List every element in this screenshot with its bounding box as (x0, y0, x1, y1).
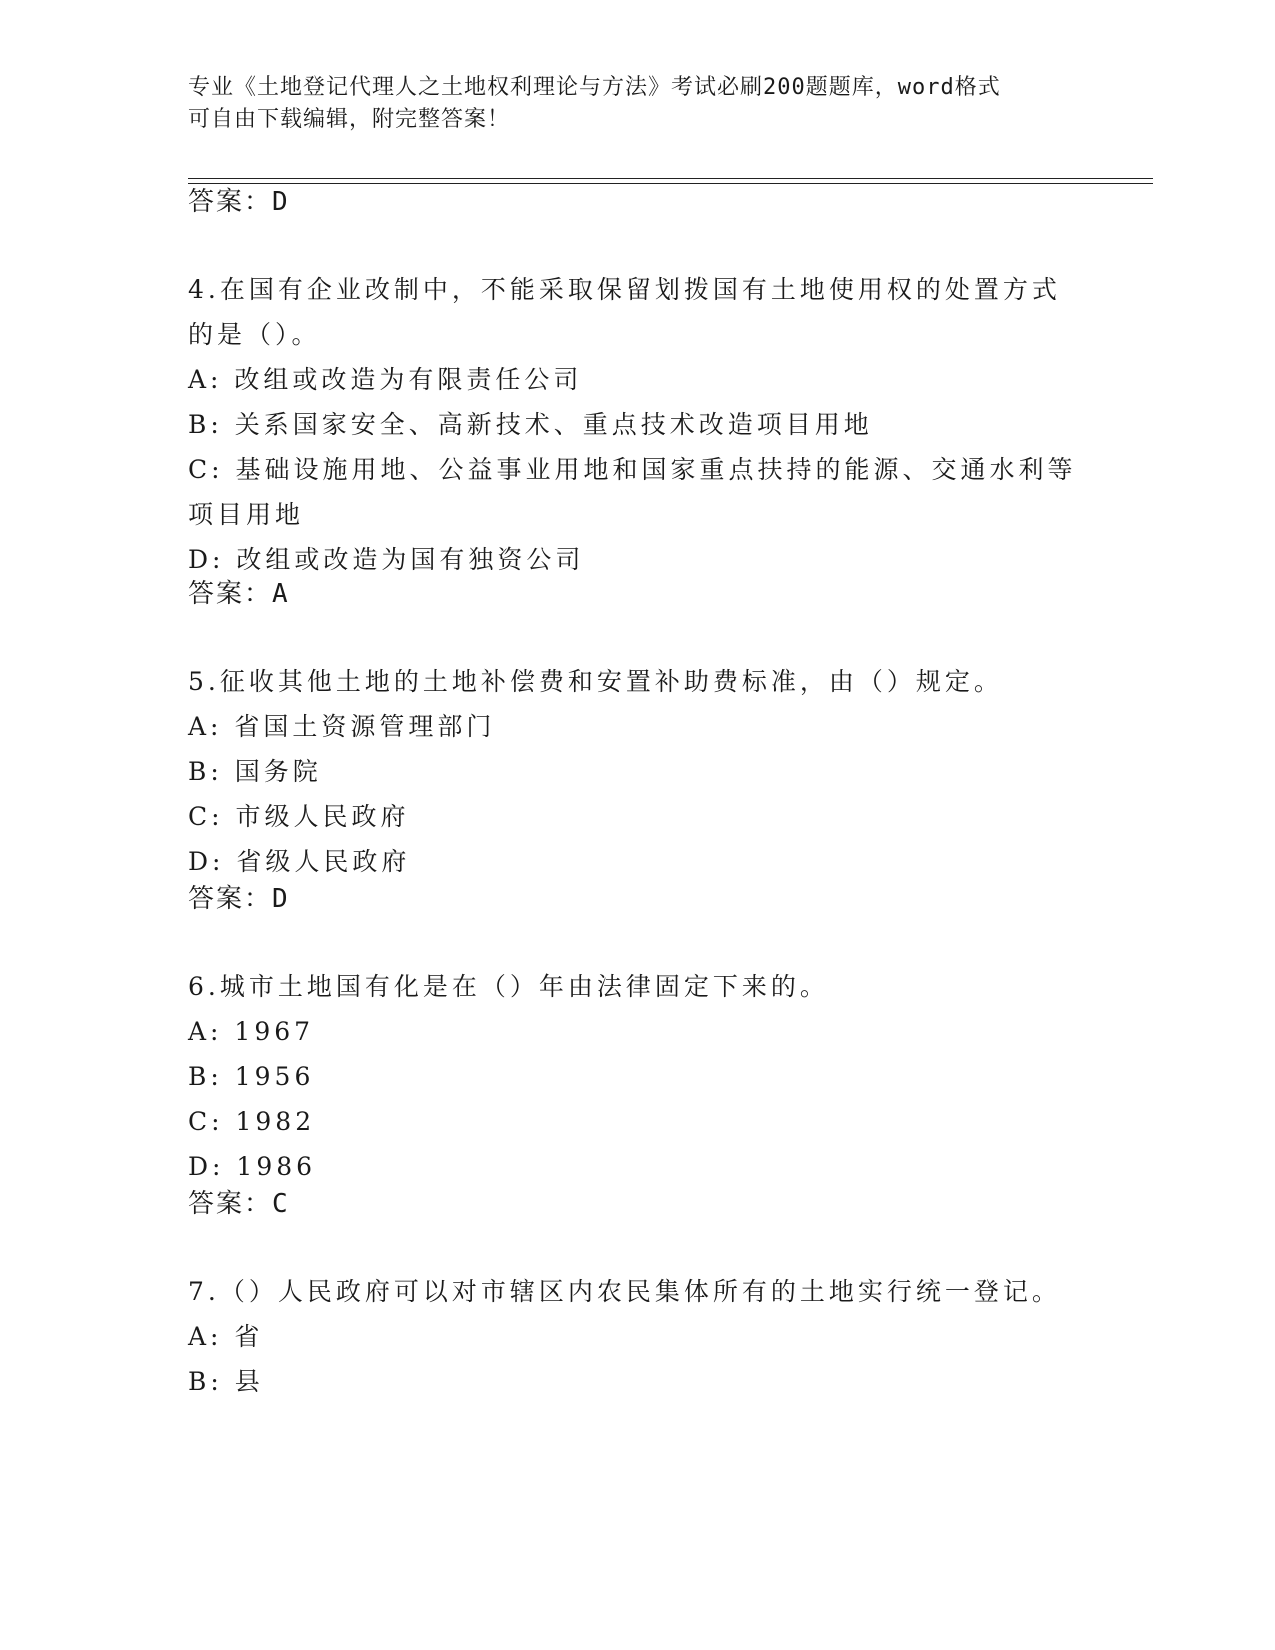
question-5-option-c: C: 市级人民政府 (188, 802, 410, 831)
question-5-stem: 5.征收其他土地的土地补偿费和安置补助费标准，由（）规定。 (188, 667, 1003, 696)
question-5-option-d: D: 省级人民政府 (188, 847, 411, 876)
question-6 (188, 964, 1088, 1189)
question-4-answer: 答案：A (188, 579, 290, 609)
question-7-option-a: A: 省 (188, 1322, 264, 1351)
question-6-option-d: D: 1986 (188, 1152, 317, 1181)
question-5-option-b: B: 国务院 (188, 757, 322, 786)
question-5 (188, 659, 1088, 884)
question-4-option-c-line-1: C: 基础设施用地、公益事业用地和国家重点扶持的能源、交通水利等 (188, 455, 1077, 484)
question-7-option-b: B: 县 (188, 1367, 264, 1396)
question-4-stem-line-2: 的是（）。 (188, 320, 321, 349)
question-4-option-a: A: 改组或改造为有限责任公司 (188, 365, 583, 394)
question-6-option-c: C: 1982 (188, 1107, 316, 1136)
question-6-answer: 答案：C (188, 1189, 290, 1219)
question-7-stem: 7.（）人民政府可以对市辖区内农民集体所有的土地实行统一登记。 (188, 1277, 1061, 1306)
question-4 (188, 267, 1088, 582)
header-title-line-2: 可自由下载编辑，附完整答案！ (188, 107, 511, 132)
question-4-stem-line-1: 4.在国有企业改制中，不能采取保留划拨国有土地使用权的处置方式 (188, 275, 1061, 304)
question-4-option-c-line-2: 项目用地 (188, 500, 305, 529)
header-title-line-1: 专业《土地登记代理人之土地权利理论与方法》考试必刷200题题库，word格式 (188, 75, 1001, 100)
question-5-answer: 答案：D (188, 884, 290, 914)
question-6-option-a: A: 1967 (188, 1017, 315, 1046)
document-header (188, 72, 1068, 136)
header-rule-top (188, 178, 1153, 179)
question-6-stem: 6.城市土地国有化是在（）年由法律固定下来的。 (188, 972, 829, 1001)
question-4-option-b: B: 关系国家安全、高新技术、重点技术改造项目用地 (188, 410, 873, 439)
question-7 (188, 1269, 1088, 1404)
question-4-option-d: D: 改组或改造为国有独资公司 (188, 545, 585, 574)
header-rule-bottom (188, 183, 1153, 184)
question-6-option-b: B: 1956 (188, 1062, 315, 1091)
answer-previous: 答案：D (188, 187, 290, 217)
question-5-option-a: A: 省国土资源管理部门 (188, 712, 496, 741)
